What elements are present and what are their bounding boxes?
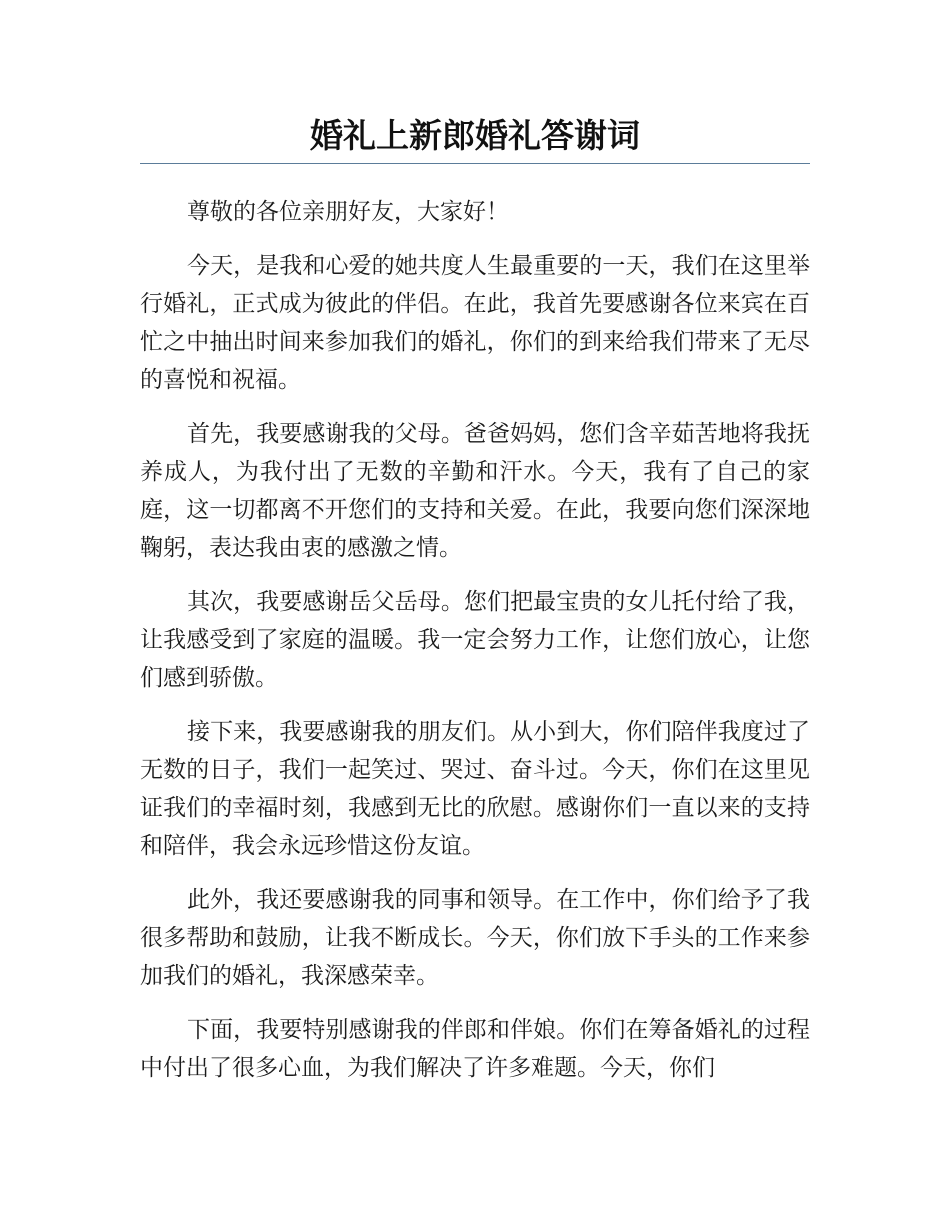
document-body	[140, 193, 810, 1103]
paragraph-greeting: 尊敬的各位亲朋好友，大家好！	[187, 199, 509, 225]
paragraph-thanks-parents: 首先，我要感谢我的父母。爸爸妈妈，您们含辛茹苦地将我抚养成人，为我付出了无数的辛勤和汗水。今天，我有了自己的家庭，这一切都离不开您们的支持和关爱。在此，我要向您们深深地鞠躬，表达我由衷的感激之情。	[140, 421, 810, 561]
paragraph-thanks-wedding-party: 下面，我要特别感谢我的伴郎和伴娘。你们在筹备婚礼的过程中付出了很多心血，为我们解决了许多难题。今天，你们	[140, 1017, 810, 1081]
paragraph-opening: 今天，是我和心爱的她共度人生最重要的一天，我们在这里举行婚礼，正式成为彼此的伴侣。在此，我首先要感谢各位来宾在百忙之中抽出时间来参加我们的婚礼，你们的到来给我们带来了无尽的喜悦和祝福。	[140, 253, 810, 393]
paragraph-thanks-in-laws: 其次，我要感谢岳父岳母。您们把最宝贵的女儿托付给了我，让我感受到了家庭的温暖。我一定会努力工作，让您们放心，让您们感到骄傲。	[140, 589, 810, 691]
document-title: 婚礼上新郎婚礼答谢词	[310, 116, 640, 155]
title-divider	[140, 163, 810, 164]
paragraph-thanks-friends: 接下来，我要感谢我的朋友们。从小到大，你们陪伴我度过了无数的日子，我们一起笑过、哭过、奋斗过。今天，你们在这里见证我们的幸福时刻，我感到无比的欣慰。感谢你们一直以来的支持和陪伴，我会永远珍惜这份友谊。	[140, 719, 810, 859]
paragraph-thanks-colleagues: 此外，我还要感谢我的同事和领导。在工作中，你们给予了我很多帮助和鼓励，让我不断成长。今天，你们放下手头的工作来参加我们的婚礼，我深感荣幸。	[140, 887, 810, 989]
